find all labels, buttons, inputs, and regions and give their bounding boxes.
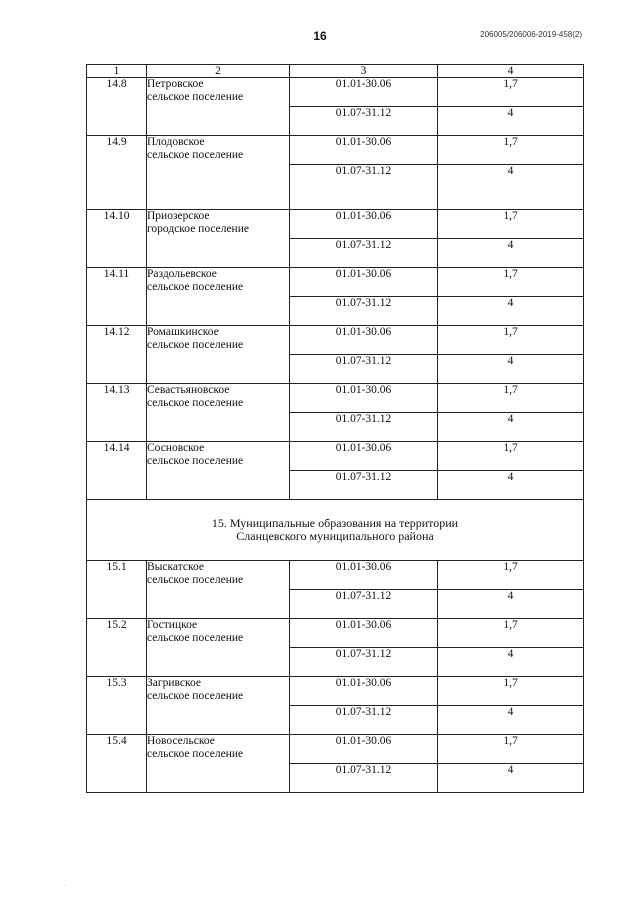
row-number-cell: 14.13 xyxy=(87,384,147,442)
settlement-type: сельское поселение xyxy=(147,455,244,467)
period-cell: 01.01-30.06 xyxy=(290,619,438,648)
header-cell-1: 1 xyxy=(87,65,147,78)
period-cell: 01.01-30.06 xyxy=(290,268,438,297)
period-cell: 01.07-31.12 xyxy=(290,239,438,268)
table-row xyxy=(87,384,584,413)
table-row xyxy=(87,619,584,648)
row-number-cell: 15.4 xyxy=(87,735,147,793)
settlement-name-cell xyxy=(147,735,290,793)
page-number: 16 xyxy=(313,29,327,43)
settlement-name-cell xyxy=(147,210,290,268)
value-cell: 4 xyxy=(438,648,584,677)
value-cell: 4 xyxy=(438,355,584,384)
settlement-name: Петровское xyxy=(147,78,204,90)
scan-speck: . xyxy=(64,882,66,888)
settlement-type: сельское поселение xyxy=(147,397,244,409)
table-row xyxy=(87,210,584,239)
value-cell: 1,7 xyxy=(438,136,584,165)
settlement-type: сельское поселение xyxy=(147,690,244,702)
value-cell: 1,7 xyxy=(438,268,584,297)
period-cell: 01.01-30.06 xyxy=(290,677,438,706)
settlement-name: Сосновское xyxy=(147,442,205,454)
value-cell: 1,7 xyxy=(438,677,584,706)
period-cell: 01.01-30.06 xyxy=(290,78,438,107)
value-cell: 1,7 xyxy=(438,619,584,648)
row-number-cell: 14.10 xyxy=(87,210,147,268)
value-cell: 1,7 xyxy=(438,78,584,107)
period-cell: 01.07-31.12 xyxy=(290,764,438,793)
value-cell: 1,7 xyxy=(438,561,584,590)
row-number-cell: 15.2 xyxy=(87,619,147,677)
period-cell: 01.07-31.12 xyxy=(290,590,438,619)
value-cell: 4 xyxy=(438,239,584,268)
value-cell: 4 xyxy=(438,471,584,500)
value-cell: 4 xyxy=(438,297,584,326)
table-row xyxy=(87,268,584,297)
row-number-cell: 14.12 xyxy=(87,326,147,384)
period-cell: 01.01-30.06 xyxy=(290,561,438,590)
value-cell: 1,7 xyxy=(438,210,584,239)
settlement-name-cell xyxy=(147,677,290,735)
table-row xyxy=(87,735,584,764)
row-number-cell: 14.14 xyxy=(87,442,147,500)
settlement-name-cell xyxy=(147,442,290,500)
settlement-type: сельское поселение xyxy=(147,281,244,293)
settlement-name: Выскатское xyxy=(147,561,204,573)
row-number-cell: 14.8 xyxy=(87,78,147,136)
period-cell: 01.07-31.12 xyxy=(290,355,438,384)
settlement-name-cell xyxy=(147,384,290,442)
tariff-table xyxy=(86,64,584,793)
period-cell: 01.07-31.12 xyxy=(290,413,438,442)
table-row xyxy=(87,78,584,107)
section-heading-cell xyxy=(87,500,584,561)
value-cell: 1,7 xyxy=(438,384,584,413)
settlement-type: сельское поселение xyxy=(147,149,244,161)
value-cell: 4 xyxy=(438,165,584,210)
header-cell-2: 2 xyxy=(147,65,290,78)
settlement-name-cell xyxy=(147,619,290,677)
table-row xyxy=(87,677,584,706)
period-cell: 01.07-31.12 xyxy=(290,471,438,500)
period-cell: 01.07-31.12 xyxy=(290,107,438,136)
period-cell: 01.07-31.12 xyxy=(290,297,438,326)
table-row xyxy=(87,561,584,590)
header-cell-4: 4 xyxy=(438,65,584,78)
settlement-name: Загривское xyxy=(147,677,201,689)
row-number-cell: 15.1 xyxy=(87,561,147,619)
period-cell: 01.07-31.12 xyxy=(290,165,438,210)
settlement-type: городское поселение xyxy=(147,223,249,235)
row-number-cell: 15.3 xyxy=(87,677,147,735)
settlement-name: Ромашкинское xyxy=(147,326,219,338)
period-cell: 01.01-30.06 xyxy=(290,735,438,764)
value-cell: 4 xyxy=(438,706,584,735)
period-cell: 01.07-31.12 xyxy=(290,706,438,735)
settlement-name-cell xyxy=(147,326,290,384)
section-row xyxy=(87,500,584,561)
period-cell: 01.07-31.12 xyxy=(290,648,438,677)
section-heading-line-2: Сланцевского муниципального района xyxy=(236,529,434,543)
value-cell: 4 xyxy=(438,764,584,793)
settlement-name-cell xyxy=(147,78,290,136)
settlement-type: сельское поселение xyxy=(147,748,244,760)
document-code: 206005/206006-2019-458(2) xyxy=(480,30,582,39)
section-heading-line-1: 15. Муниципальные образования на территории xyxy=(211,516,459,530)
row-number-cell: 14.9 xyxy=(87,136,147,210)
period-cell: 01.01-30.06 xyxy=(290,210,438,239)
header-row xyxy=(87,65,584,78)
value-cell: 4 xyxy=(438,107,584,136)
settlement-name: Новосельское xyxy=(147,735,215,747)
settlement-name: Гостицкое xyxy=(147,619,198,631)
period-cell: 01.01-30.06 xyxy=(290,136,438,165)
settlement-name: Приозерское xyxy=(147,210,210,222)
value-cell: 1,7 xyxy=(438,442,584,471)
header-cell-3: 3 xyxy=(290,65,438,78)
table-row xyxy=(87,136,584,165)
settlement-name-cell xyxy=(147,136,290,210)
period-cell: 01.01-30.06 xyxy=(290,442,438,471)
settlement-type: сельское поселение xyxy=(147,91,244,103)
value-cell: 1,7 xyxy=(438,735,584,764)
period-cell: 01.01-30.06 xyxy=(290,384,438,413)
settlement-type: сельское поселение xyxy=(147,574,244,586)
table-row xyxy=(87,326,584,355)
row-number-cell: 14.11 xyxy=(87,268,147,326)
settlement-name-cell xyxy=(147,268,290,326)
value-cell: 1,7 xyxy=(438,326,584,355)
value-cell: 4 xyxy=(438,590,584,619)
settlement-type: сельское поселение xyxy=(147,339,244,351)
settlement-type: сельское поселение xyxy=(147,632,244,644)
table-row xyxy=(87,442,584,471)
period-cell: 01.01-30.06 xyxy=(290,326,438,355)
table-body xyxy=(87,65,584,793)
settlement-name: Плодовское xyxy=(147,136,205,148)
settlement-name: Севастьяновское xyxy=(147,384,230,396)
settlement-name-cell xyxy=(147,561,290,619)
settlement-name: Раздольевское xyxy=(147,268,217,280)
value-cell: 4 xyxy=(438,413,584,442)
